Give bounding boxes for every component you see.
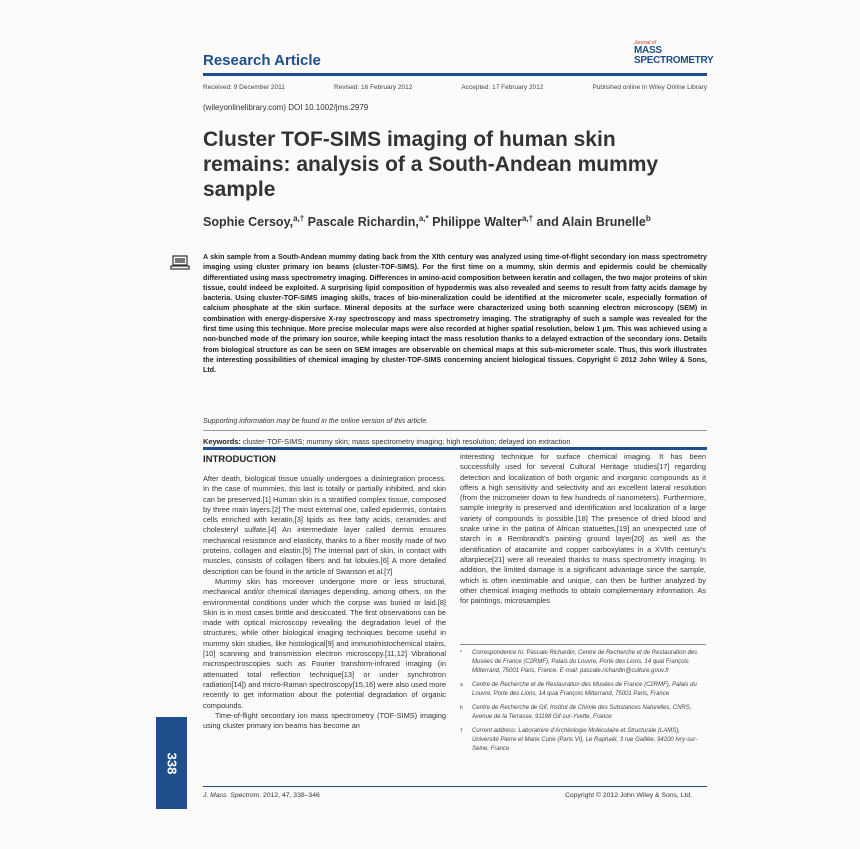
footnote-mark: * xyxy=(460,650,462,656)
journal-citation xyxy=(203,792,320,799)
author-affiliation: a,† xyxy=(293,214,305,223)
author-affiliation: a,† xyxy=(521,214,534,223)
author-list xyxy=(203,214,651,229)
footnote-mark: b xyxy=(460,705,463,711)
article-dates xyxy=(203,84,707,91)
footnote-text: Correspondence to: Pascale Richardin, Centre de Recherche et de Restauration des Musées de France (C2RMF), Palais du Louvre, Porte des Lions, 14 quai François Mitterrand, 75001 Paris, France. E-mail: pascale.richardin@culture.gouv.fr xyxy=(472,650,698,674)
keywords-rule xyxy=(203,430,707,431)
author-name: and Alain Brunelle xyxy=(533,215,646,230)
copyright-notice: Copyright © 2012 John Wiley & Sons, Ltd. xyxy=(565,792,693,799)
keywords-list: cluster-TOF-SIMS; mummy skin; mass spectrometry imaging; high resolution; delayed ion extraction xyxy=(240,437,571,446)
header-rule xyxy=(203,73,707,76)
keywords-label: Keywords: xyxy=(203,437,241,446)
journal-logo-line2: SPECTROMETRY xyxy=(634,55,714,66)
received-date: Received: 9 December 2011 xyxy=(203,84,285,91)
author-name: Philippe Walter xyxy=(428,215,522,230)
footnote-rule xyxy=(460,644,706,645)
footnote xyxy=(460,681,706,699)
section-label: Research Article xyxy=(203,52,321,69)
footnote-mark: † xyxy=(460,728,463,734)
footnote xyxy=(460,649,706,676)
footnote-mark: a xyxy=(460,682,463,688)
computer-icon xyxy=(170,255,190,271)
doi: (wileyonlinelibrary.com) DOI 10.1002/jms.2979 xyxy=(203,103,369,112)
footer-rule xyxy=(203,786,707,787)
published-note: Published online in Wiley Online Library xyxy=(592,84,707,91)
body-column-right xyxy=(460,452,706,606)
section-rule xyxy=(203,447,707,450)
page-number-wrapper xyxy=(156,717,187,809)
paragraph: Time-of-flight secondary ion mass spectrometry (TOF-SIMS) imaging using cluster primary ion beams has become an xyxy=(203,710,446,731)
citation-details: 2012, 47, 338–346 xyxy=(261,792,320,799)
author-name: Pascale Richardin, xyxy=(304,215,419,230)
footnote-text: Centre de Recherche de Gif, Institut de Chimie des Substances Naturelles, CNRS, Avenue de la Terrasse, 91198 Gif-sur-Yvette, France xyxy=(472,705,692,720)
article-title: Cluster TOF-SIMS imaging of human skin remains: analysis of a South-Andean mummy sample xyxy=(203,128,659,202)
revised-date: Revised: 16 February 2012 xyxy=(333,84,413,91)
section-heading: INTRODUCTION xyxy=(203,454,276,465)
abstract: A skin sample from a South-Andean mummy dating back from the XIth century was analyzed using time-of-flight secondary ion mass spectrometry imaging using cluster primary ion beams (cluster-TOF-SIMS). For the first time on a mummy, skin dermis and epidermis could be chemically differentiated using mass spectrometry imaging. Differences in amino-acid composition between keratin and collagen, the two major proteins of skin tissue, could indeed be exploited. A surprising lipid composition of hypodermis was also revealed and seems to result from fatty acids damage by bacteria. Using cluster-TOF-SIMS imaging skills, traces of bio-mineralization could be identified at the micrometer scale, especially formation of calcium phosphate at the skin surface. Mineral deposits at the surface were characterized using both scanning electron microscopy (SEM) in combination with energy-dispersive X-ray spectroscopy and mass spectrometry imaging. The stratigraphy of such a sample was revealed for the first time using this technique. More precise molecular maps were also recorded at higher spatial resolution, below 1 µm. This was achieved using a non-bunched mode of the primary ion source, while keeping intact the mass resolution thanks to a delayed extraction of the secondary ions. Details from biological structure as can be seen on SEM images are observable on chemical maps at this sub-micrometer scale. Thus, this work illustrates the interesting possibilities of chemical imaging by cluster-TOF-SIMS concerning ancient biological tissues. Copyright © 2012 John Wiley & Sons, Ltd. xyxy=(203,253,707,375)
citation-journal: J. Mass. Spectrom. xyxy=(203,792,262,799)
footnote xyxy=(460,727,706,754)
journal-logo-line1: MASS xyxy=(634,45,662,56)
journal-logo-small: Journal of xyxy=(634,40,656,46)
keywords xyxy=(203,437,570,446)
page-number: 338 xyxy=(163,752,179,774)
accepted-date: Accepted: 17 February 2012 xyxy=(461,84,544,91)
body-column-left xyxy=(203,474,446,731)
paragraph: Mummy skin has moreover undergone more or less structural, mechanical and/or chemical damages depending, among others, on the environmental conditions under which the corpse was buried or laid.[8] Skin is in most cases brittle and desiccated. The first observations can be made with optical microscopy revealing the degradation level of the structures, while other biological imaging techniques become useful in mummy skin studies, like histological[9] and immunohistochemical stains,[10] scanning and transmission electron microscopy.[11,12] Vibrational microspectroscopies such as Fourier transform-infrared imaging (in attenuated total reflection technique[13] or under synchrotron radiation[14]) and micro-Raman spectroscopy[15,16] were also used more recently to get information about the potential degradation of organic compounds. xyxy=(203,576,446,710)
paragraph: After death, biological tissue usually undergoes a disintegration process. In the case of mummies, this last is totally or partially inhibited, and skin can be preserved.[1] Human skin is a stratified complex tissue, composed by three main layers.[2] The most external one, called epidermis, contains cells enriched with keratin,[3] lipids as free fatty acids, ceramides and cholesteryl sulfate.[4] An intermediate layer called dermis ensures mechanical resistance and elasticity, thanks to a fiber mostly made of two proteins, collagen and elastin.[5] The internal part of skin, in contact with muscles, consists of collagen fibers and fat lobules.[6] A more detailed description can be found in the article of Swanson et al.[7] xyxy=(203,474,446,576)
supporting-info-note: Supporting information may be found in the online version of this article. xyxy=(203,417,429,425)
footnote xyxy=(460,704,706,722)
paragraph: interesting technique for surface chemical imaging. It has been successfully used for several Cultural Heritage studies[17] regarding detection and localization of both organic and inorganic compounds as it offers a high sensitivity and selectivity and an excellent lateral resolution (from the micrometer down to few hundreds of nanometers). Furthermore, sample integrity is preserved and identification and localization of a large variety of compounds is possible.[18] The presence of dried blood and snake urine in the patina of African statuettes,[19] an unexpected use of starch in a Rembrandt's painting ground layer[20] as well as the identification of atacamite and copper carboxylates in a XVIth century's altarpiece[21] were all revealed thanks to mass spectrometry imaging. In addition, the limited damage is a significant advantage since the sample, which is often inestimable and unique, can then be further analyzed by other chemical imaging methods to obtain complementary information. As for paintings, microsamples xyxy=(460,452,706,606)
author-name: Sophie Cersoy, xyxy=(203,215,294,230)
journal-logo xyxy=(634,40,714,66)
footnotes xyxy=(460,649,706,759)
footnote-text: Current address: Laboratoire d'Archéologie Moléculaire et Structurale (LAMS), Université Pierre et Marie Curie (Paris VI), Le Raphaël, 3 rue Galilée, 94200 Ivry-sur-Seine, France xyxy=(472,728,698,752)
author-affiliation: b xyxy=(645,214,651,223)
author-affiliation: a,* xyxy=(418,214,429,223)
footnote-text: Centre de Recherche et de Restauration des Musées de France (C2RMF), Palais du Louvre, Porte des Lions, 14 quai François Mitterrand, 75001 Paris, France xyxy=(472,682,697,697)
